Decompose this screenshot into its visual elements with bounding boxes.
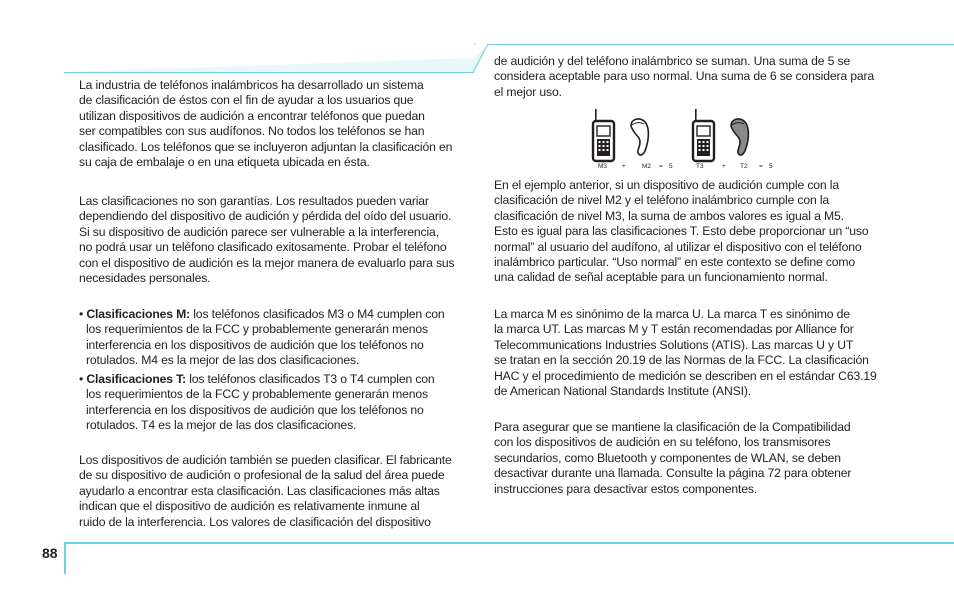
t-sum-label: 5 <box>769 163 773 170</box>
right-paragraph-4 <box>494 420 851 497</box>
text-line: desactivar durante una llamada. Consulte la página 72 para obtener <box>494 466 852 481</box>
text-line: clasificación de nivel M3, la suma de ambos valores es igual a M5. <box>494 208 844 223</box>
text-line: ser compatibles con sus audífonos. No todos los teléfonos se han <box>79 124 425 139</box>
text-line: considera aceptable para uso normal. Una suma de 6 se considera para <box>494 69 875 84</box>
equals-sign: = <box>659 163 663 170</box>
text-line: el mejor uso. <box>494 84 562 99</box>
hac-rating-figure <box>589 109 779 171</box>
text-line: rotulados. T4 es la mejor de las dos clasificaciones. <box>86 418 357 433</box>
bullet-text: los teléfonos clasificados T3 o T4 cumplen con <box>185 372 435 386</box>
t-rating-bullet <box>79 372 435 434</box>
text-line: necesidades personales. <box>79 270 211 285</box>
bullet-first-line <box>79 372 435 387</box>
hearing-aid-icon <box>731 119 748 155</box>
bullet-first-line <box>79 307 444 322</box>
text-line: instrucciones para desactivar estos componentes. <box>494 481 758 496</box>
text-line: los requerimientos de la FCC y probablemente generarán menos <box>86 322 428 337</box>
text-line: una calidad de señal aceptable para un funcionamiento normal. <box>494 270 828 285</box>
text-line: clasificación de nivel M2 y el teléfono inalámbrico cumple con la <box>494 193 830 208</box>
text-line: de su dispositivo de audición o profesional de la salud del área puede <box>79 468 445 483</box>
text-line: con los dispositivos de audición en su teléfono, los transmisores <box>494 435 831 450</box>
m-aid-rating-label: M2 <box>642 163 652 170</box>
right-paragraph-3 <box>494 307 877 399</box>
right-paragraph-2 <box>494 178 868 286</box>
text-line: no podrá usar un teléfono clasificado exitosamente. Probar el teléfono <box>79 240 447 255</box>
text-line: Para asegurar que se mantiene la clasificación de la Compatibilidad <box>494 420 851 434</box>
bullet-term: Clasificaciones T: <box>86 372 186 386</box>
text-line: con el dispositivo de audición es la mejor manera de evaluarlo para sus <box>79 255 455 270</box>
text-line: su caja de embalaje o en una etiqueta ubicada en ésta. <box>79 154 370 169</box>
text-line: de audición y del teléfono inalámbrico se suman. Una suma de 5 se <box>494 54 851 68</box>
text-line: ayudarlo a encontrar esta clasificación. Las clasificaciones más altas <box>79 483 440 498</box>
text-line: los requerimientos de la FCC y probablemente generarán menos <box>86 387 428 402</box>
left-paragraph-1 <box>79 78 452 170</box>
text-line: Si su dispositivo de audición parece ser vulnerable a la interferencia, <box>79 224 439 239</box>
text-line: indican que el dispositivo de audición es relativamente inmune al <box>79 499 420 514</box>
left-paragraph-2 <box>79 194 455 286</box>
phone-icon <box>593 109 614 161</box>
page-number-divider <box>64 542 66 574</box>
plus-sign: + <box>622 163 626 170</box>
text-line: clasificado. Los teléfonos que se incluyeron adjuntan la clasificación en <box>79 139 453 154</box>
text-line: se tratan en la sección 20.19 de las Normas de la FCC. La clasificación <box>494 353 869 368</box>
hearing-aid-icon <box>631 119 648 155</box>
m-rating-bullet <box>79 307 444 369</box>
phone-icon <box>693 109 714 161</box>
plus-sign: + <box>722 163 726 170</box>
text-line: HAC y el procedimiento de medición se describen en el estándar C63.19 <box>494 368 877 383</box>
bullet-marker: • <box>79 307 84 321</box>
right-paragraph-1 <box>494 54 874 100</box>
left-paragraph-3 <box>79 453 452 530</box>
text-line: Telecommunications Industries Solutions (ATIS). Las marcas U y UT <box>494 337 854 352</box>
text-line: de clasificación de éstos con el fin de ayudar a los usuarios que <box>79 93 414 108</box>
bullet-text: los teléfonos clasificados M3 o M4 cumplen con <box>190 307 445 321</box>
equals-sign: = <box>759 163 763 170</box>
text-line: interferencia en los dispositivos de audición que los teléfonos no <box>86 402 424 417</box>
page-number: 88 <box>42 545 58 561</box>
text-line: Esto es igual para las clasificaciones T. Esto debe proporcionar un “uso <box>494 224 869 239</box>
text-line: La industria de teléfonos inalámbricos ha desarrollado un sistema <box>79 78 424 92</box>
text-line: de American National Standards Institute (ANSI). <box>494 383 751 398</box>
text-line: normal” al usuario del audífono, al utilizar el dispositivo con el teléfono <box>494 239 862 254</box>
bullet-term: Clasificaciones M: <box>86 307 191 321</box>
text-line: ruido de la interferencia. Los valores de clasificación del dispositivo <box>79 514 431 529</box>
text-line: Los dispositivos de audición también se pueden clasificar. El fabricante <box>79 453 452 467</box>
text-line: dependiendo del dispositivo de audición y pérdida del oído del usuario. <box>79 209 452 224</box>
text-line: Las clasificaciones no son garantías. Los resultados pueden variar <box>79 194 429 208</box>
text-line: interferencia en los dispositivos de audición que los teléfonos no <box>86 337 424 352</box>
text-line: inalámbrico particular. “Uso normal” en este contexto se define como <box>494 254 856 269</box>
m-sum-label: 5 <box>669 163 673 170</box>
text-line: la marca UT. Las marcas M y T están recomendadas por Alliance for <box>494 322 854 337</box>
m-phone-rating-label: M3 <box>598 163 608 170</box>
t-phone-rating-label: T3 <box>696 163 704 170</box>
text-line: secundarios, como Bluetooth y componentes de WLAN, se deben <box>494 450 841 465</box>
text-line: En el ejemplo anterior, si un dispositivo de audición cumple con la <box>494 178 839 192</box>
bullet-marker: • <box>79 372 84 386</box>
t-aid-rating-label: T2 <box>740 163 748 170</box>
text-line: La marca M es sinónimo de la marca U. La marca T es sinónimo de <box>494 307 850 321</box>
footer-rule <box>66 542 954 544</box>
text-line: utilizan dispositivos de audición a encontrar teléfonos que puedan <box>79 108 425 123</box>
text-line: rotulados. M4 es la mejor de las dos clasificaciones. <box>86 353 360 368</box>
